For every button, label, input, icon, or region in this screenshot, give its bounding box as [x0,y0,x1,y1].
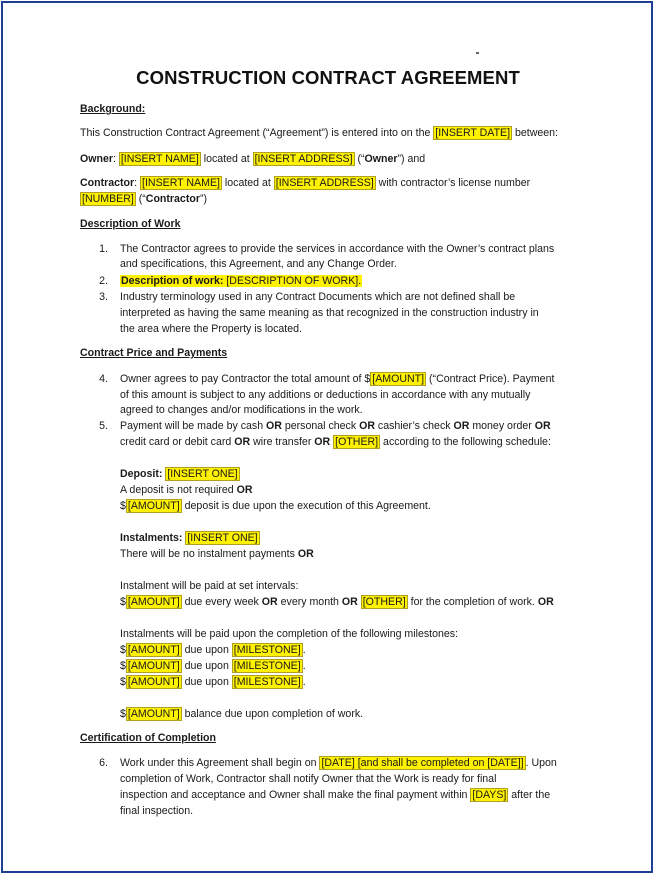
item6-line2: completion of Work, Contractor shall notify Owner that the Work is ready for final [120,773,497,785]
dollar-sign: $ [120,708,126,720]
list-number: 5. [99,420,108,432]
item5-text: Payment will be made by cash [120,420,267,432]
intro-line [80,126,558,140]
or-keyword: OR [234,436,251,448]
item5-text: personal check [281,420,360,432]
list-number: 4. [99,373,108,385]
quote-close: ”) [199,193,208,205]
deposit-amount-field[interactable]: [AMOUNT] [127,500,180,512]
document-title: CONSTRUCTION CONTRACT AGREEMENT [136,67,520,88]
intervals-text: due every week [181,596,262,608]
description-of-work-field[interactable] [120,275,362,287]
dollar-sign: $ [120,644,126,656]
item4-text-end: (“Contract Price). Payment [426,373,555,385]
description-placeholder: [DESCRIPTION OF WORK]. [223,275,362,287]
due-upon-text: due upon [181,644,232,656]
deposit-line [120,467,240,481]
deposit-option-field[interactable]: [INSERT ONE] [167,468,238,480]
list-number: 3. [99,291,108,303]
contractor-name-field[interactable]: [INSERT NAME] [142,177,220,189]
instalments-text: There will be no instalment payments [120,548,298,560]
item3-line2: interpreted as having the same meaning as that recognized in the construction industry in [120,307,539,319]
contractor-line-2 [80,192,207,206]
certification-heading: Certification of Completion [80,732,216,744]
contractor-address-field[interactable]: [INSERT ADDRESS] [275,177,374,189]
balance-line [120,707,363,721]
dollar-sign: $ [120,676,126,688]
item4-text: Owner agrees to pay Contractor the total amount of $ [120,373,371,385]
owner-name-field[interactable]: [INSERT NAME] [120,153,199,165]
item5-line1 [120,419,551,433]
contract-amount-field[interactable]: [AMOUNT] [372,373,425,385]
deposit-amount-line [120,499,431,513]
description-heading: Description of Work [80,218,181,230]
item2-line [120,274,362,288]
or-keyword: OR [314,436,331,448]
or-keyword: OR [261,596,278,608]
instalments-option-field[interactable]: [INSERT ONE] [187,532,258,544]
item3-line3: the area where the Property is located. [120,323,302,335]
item4-line2: of this amount is subject to any additions or deductions in accordance with any mutually [120,389,531,401]
or-keyword: OR [359,420,375,432]
or-keyword: OR [236,484,253,496]
deposit-not-required [120,483,253,497]
item5-text: credit card or debit card [120,436,235,448]
milestone-line [120,675,306,689]
list-number: 6. [99,757,108,769]
due-upon-text: due upon [181,660,232,672]
milestone-amount-field[interactable]: [AMOUNT] [127,644,180,656]
due-upon-text: due upon [181,676,232,688]
item5-text-end: according to the following schedule: [380,436,551,448]
milestone-amount-field[interactable]: [AMOUNT] [127,660,180,672]
or-keyword: OR [341,596,358,608]
list-number: 1. [99,243,108,255]
item3-line1: Industry terminology used in any Contract Documents which are not defined shall be [120,291,516,303]
or-keyword: OR [534,420,551,432]
located-at-text: located at [200,153,253,165]
milestones-intro: Instalments will be paid upon the completion of the following milestones: [120,628,459,640]
item5-text: wire transfer [250,436,315,448]
intervals-line [120,595,554,609]
deposit-label: Deposit: [120,468,163,480]
owner-line [80,152,425,166]
instalments-label: Instalments: [120,532,183,544]
milestone-field[interactable]: [MILESTONE] [233,676,301,688]
item6-line3 [120,788,550,802]
item6-text-end: after the [508,789,551,801]
completion-date-field[interactable]: [DATE] [and shall be completed on [DATE]] [321,757,524,769]
intervals-text: every month [277,596,342,608]
item6-text-end: . Upon [525,757,557,769]
item6-line4: final inspection. [120,805,194,817]
colon: : [134,177,141,189]
instalments-line [120,531,260,545]
list-number: 2. [99,275,108,287]
colon: : [112,153,119,165]
milestone-amount-field[interactable]: [AMOUNT] [127,676,180,688]
quote-open: (“ [354,153,365,165]
milestone-line [120,643,306,657]
scan-mark [476,52,479,54]
item5-text: money order [469,420,535,432]
license-number-field[interactable]: [NUMBER] [82,193,134,205]
intro-text: This Construction Contract Agreement (“Agreement”) is entered into on the [80,127,434,139]
intro-text-end: between: [512,127,559,139]
intervals-intro: Instalment will be paid at set intervals: [120,580,299,592]
item5-text: cashier’s check [374,420,454,432]
owner-address-field[interactable]: [INSERT ADDRESS] [254,153,353,165]
located-at-text: located at [221,177,274,189]
quote-close: ”) and [397,153,426,165]
item6-line1 [120,756,557,770]
dollar-sign: $ [120,500,126,512]
or-keyword: OR [453,420,470,432]
item1-line1: The Contractor agrees to provide the services in accordance with the Owner’s contract plans [120,243,555,255]
license-text: with contractor’s license number [375,177,531,189]
item4-line3: agreed to changes and/or modifications in the work. [120,404,363,416]
balance-amount-field[interactable]: [AMOUNT] [127,708,180,720]
contractor-label: Contractor [80,177,135,189]
quote-open: (“ [135,193,146,205]
or-keyword: OR [266,420,282,432]
owner-label: Owner [80,153,113,165]
milestone-line [120,659,306,673]
dollar-sign: $ [120,660,126,672]
other-payment-field[interactable]: [OTHER] [335,436,379,448]
item6-text: Work under this Agreement shall begin on [120,757,320,769]
contractor-defined-term: Contractor [145,193,200,205]
deposit-text: A deposit is not required [120,484,237,496]
interval-amount-field[interactable]: [AMOUNT] [127,596,180,608]
no-instalments-line [120,547,314,561]
owner-defined-term: Owner [364,153,398,165]
balance-text: balance due upon completion of work. [181,708,364,720]
contractor-line [80,176,530,190]
milestone-field[interactable]: [MILESTONE] [233,660,301,672]
intervals-text: for the completion of work. [407,596,538,608]
period: . [302,660,306,672]
or-keyword: OR [297,548,314,560]
insert-date-field[interactable]: [INSERT DATE] [435,127,511,139]
item5-line2 [120,435,551,449]
background-heading: Background: [80,103,146,115]
price-heading: Contract Price and Payments [80,347,228,359]
or-keyword: OR [537,596,554,608]
days-field[interactable]: [DAYS] [472,789,507,801]
interval-other-field[interactable]: [OTHER] [362,596,406,608]
period: . [302,644,306,656]
dollar-sign: $ [120,596,126,608]
deposit-text: deposit is due upon the execution of this Agreement. [181,500,431,512]
milestone-field[interactable]: [MILESTONE] [233,644,301,656]
period: . [302,676,306,688]
description-label: Description of work: [121,275,224,287]
item6-text: inspection and acceptance and Owner shall make the final payment within [120,789,471,801]
item4-line1 [120,372,554,386]
item1-line2: and specifications, this Agreement, and any Change Order. [120,258,397,270]
